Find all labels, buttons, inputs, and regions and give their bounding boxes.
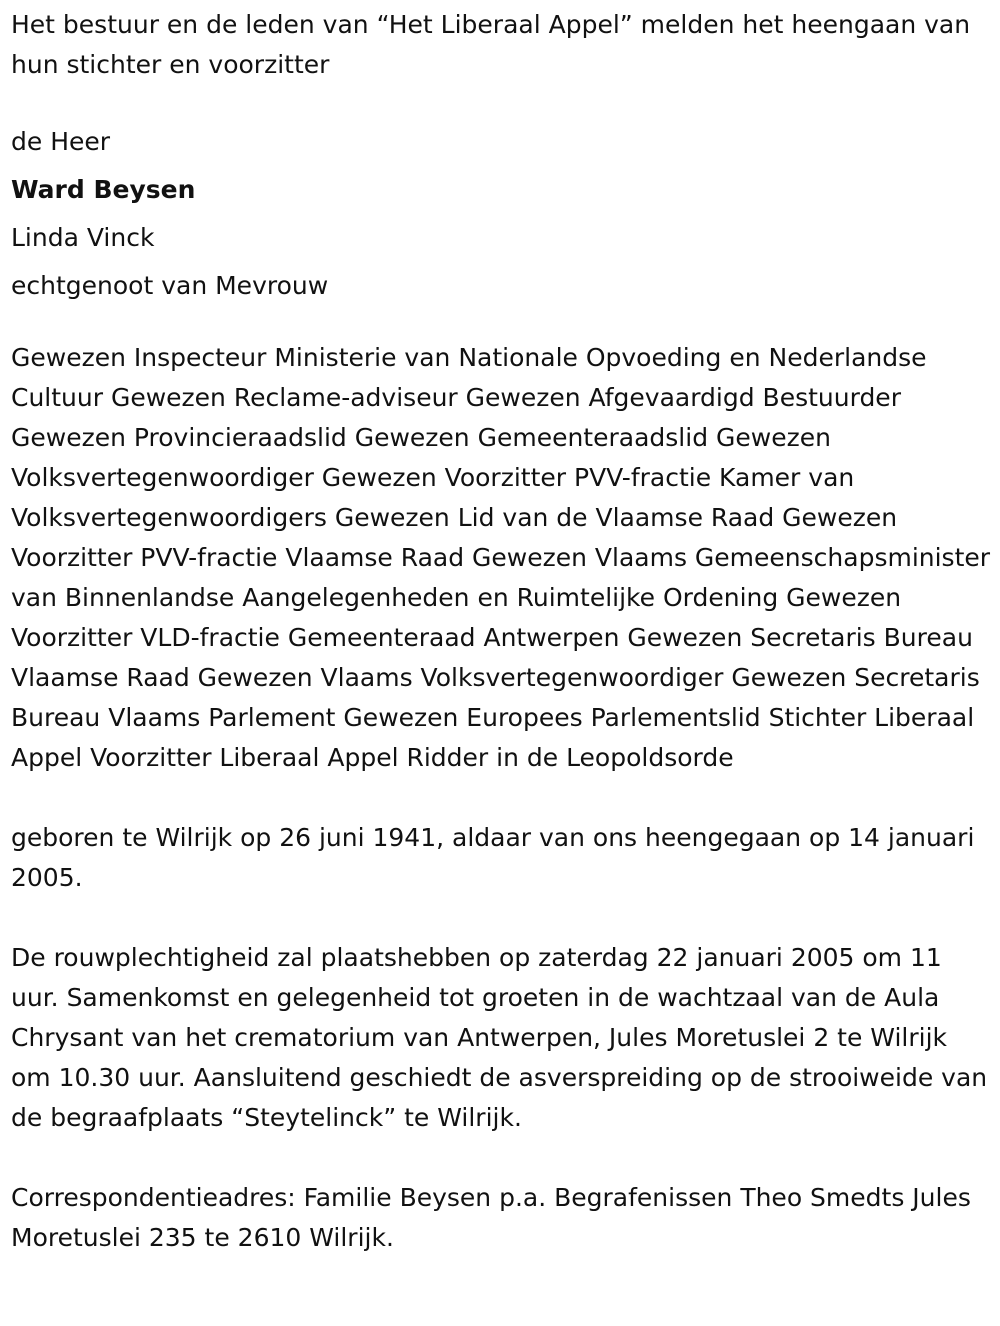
ceremony-paragraph: De rouwplechtigheid zal plaatshebben op zaterdag 22 januari 2005 om 11 uur. Samenkomst en gelegenheid tot groeten in de wachtzaal van de Aula Chrysant van het crematorium van Antwerpen, Jules Moretuslei 2 te Wilrijk om 10.30 uur. Aansluitend geschiedt de asverspreiding op de strooiweide van de begraafplaats “Steytelinck” te Wilrijk. [11,943,988,1132]
deceased-block [11,118,991,310]
salutation: de Heer [11,127,111,156]
intro-paragraph: Het bestuur en de leden van “Het Liberaal Appel” melden het heengaan van hun stichter en voorzitter [11,10,971,79]
spouse-name: Linda Vinck [11,223,155,252]
career-paragraph: Gewezen Inspecteur Ministerie van Nationale Opvoeding en Nederlandse Cultuur Gewezen Reclame-adviseur Gewezen Afgevaardigd Bestuurder Gewezen Provincieraadslid Gewezen Gemeenteraadslid Gewezen Volksvertegenwoordiger Gewezen Voorzitter PVV-fractie Kamer van Volksvertegenwoordigers Gewezen Lid van de Vlaamse Raad Gewezen Voorzitter PVV-fractie Vlaamse Raad Gewezen Vlaams Gemeenschapsminister van Binnenlandse Aangelegenheden en Ruimtelijke Ordening Gewezen Voorzitter VLD-fractie Gemeenteraad Antwerpen Gewezen Secretaris Bureau Vlaamse Raad Gewezen Vlaams Volksvertegenwoordiger Gewezen Secretaris Bureau Vlaams Parlement Gewezen Europees Parlementslid Stichter Liberaal Appel Voorzitter Liberaal Appel Ridder in de Leopoldsorde [11,343,991,772]
deceased-name: Ward Beysen [11,175,196,204]
obituary-notice [11,0,991,1258]
birth-death-paragraph: geboren te Wilrijk op 26 juni 1941, aldaar van ons heengegaan op 14 januari 2005. [11,823,975,892]
relation-text: echtgenoot van Mevrouw [11,271,329,300]
correspondence-paragraph: Correspondentieadres: Familie Beysen p.a. Begrafenissen Theo Smedts Jules Moretuslei 235 te 2610 Wilrijk. [11,1183,971,1252]
